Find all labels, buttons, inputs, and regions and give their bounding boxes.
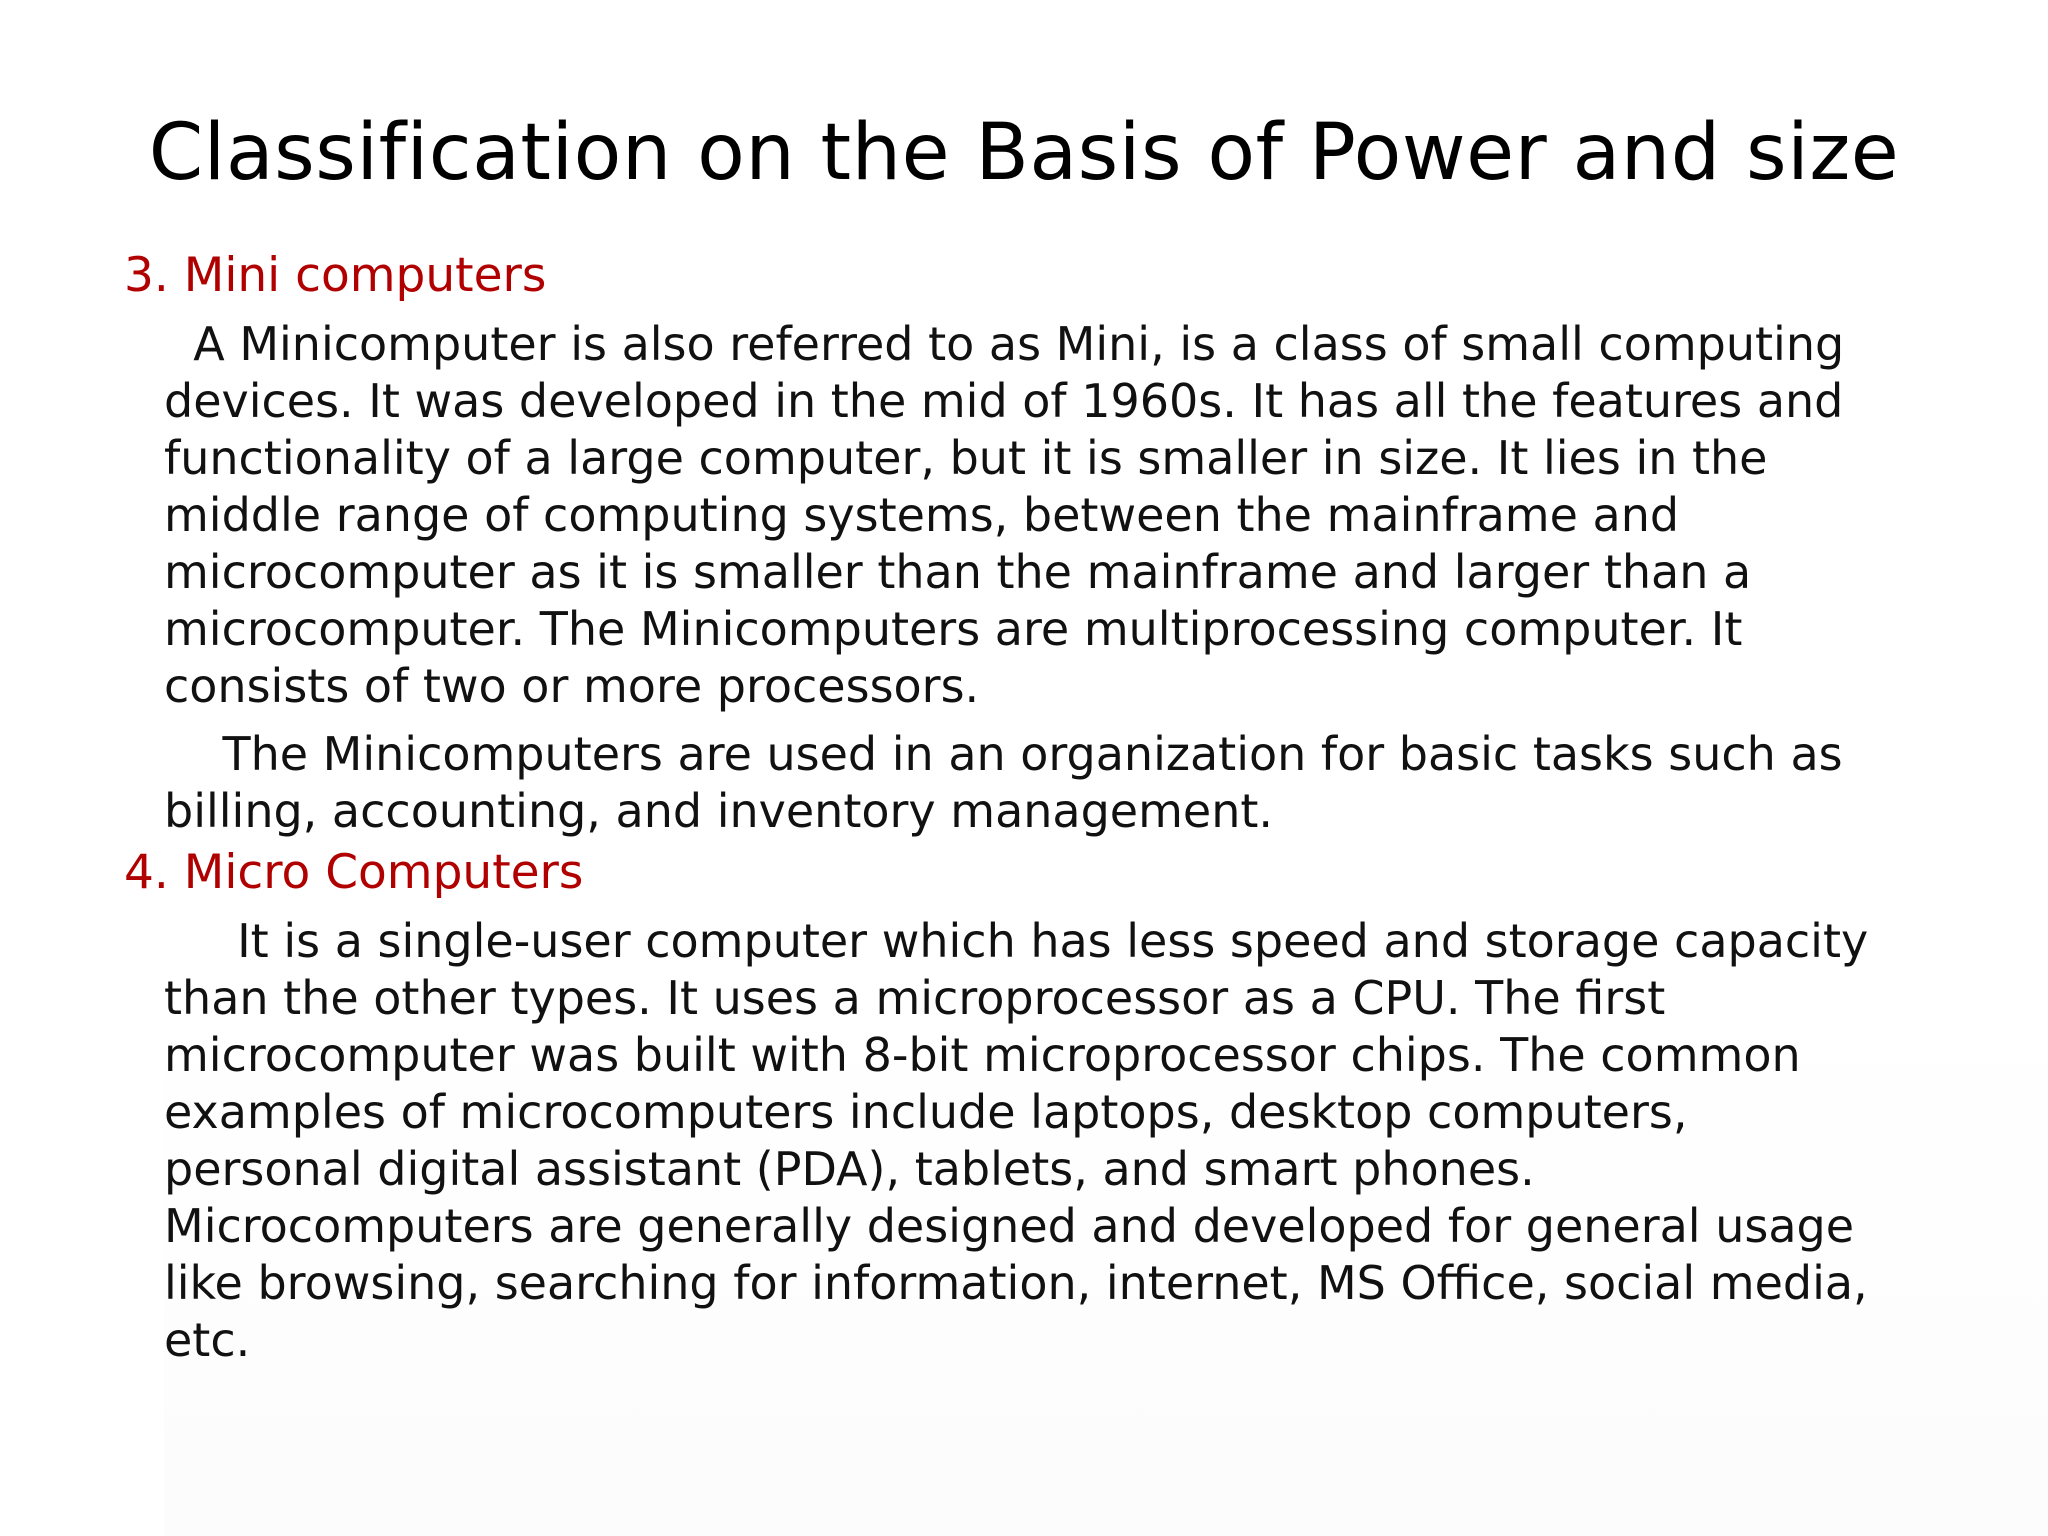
text-line: Microcomputers are generally designed and developed for general usage (164, 1199, 1855, 1253)
text-line: The Minicomputers are used in an organization for basic tasks such as (164, 727, 1843, 781)
text-line: middle range of computing systems, between the mainframe and (164, 488, 1680, 542)
section-heading-micro-computers: 4. Micro Computers (124, 845, 584, 900)
text-line: A Minicomputer is also referred to as Mini, is a class of small computing (164, 317, 1845, 371)
text-line: microcomputer was built with 8-bit microprocessor chips. The common (164, 1028, 1801, 1082)
text-line: It is a single-user computer which has less speed and storage capacity (164, 914, 1869, 968)
text-line: than the other types. It uses a microprocessor as a CPU. The first (164, 971, 1666, 1025)
text-line: microcomputer. The Minicomputers are multiprocessing computer. It (164, 602, 1743, 656)
text-line: examples of microcomputers include laptops, desktop computers, (164, 1085, 1688, 1139)
text-line: like browsing, searching for information, internet, MS Office, social media, (164, 1256, 1868, 1310)
micro-computers-description (164, 913, 1944, 1369)
text-line: etc. (164, 1313, 251, 1367)
text-line: devices. It was developed in the mid of 1960s. It has all the features and (164, 374, 1844, 428)
text-line: billing, accounting, and inventory management. (164, 784, 1274, 838)
section-heading-mini-computers: 3. Mini computers (124, 248, 547, 303)
mini-computers-usage (164, 726, 1944, 840)
slide-title: Classification on the Basis of Power and size (148, 108, 1900, 198)
text-line: consists of two or more processors. (164, 659, 980, 713)
text-line: functionality of a large computer, but it is smaller in size. It lies in the (164, 431, 1768, 485)
text-line: microcomputer as it is smaller than the mainframe and larger than a (164, 545, 1752, 599)
text-line: personal digital assistant (PDA), tablets, and smart phones. (164, 1142, 1535, 1196)
mini-computers-description (164, 316, 1944, 715)
